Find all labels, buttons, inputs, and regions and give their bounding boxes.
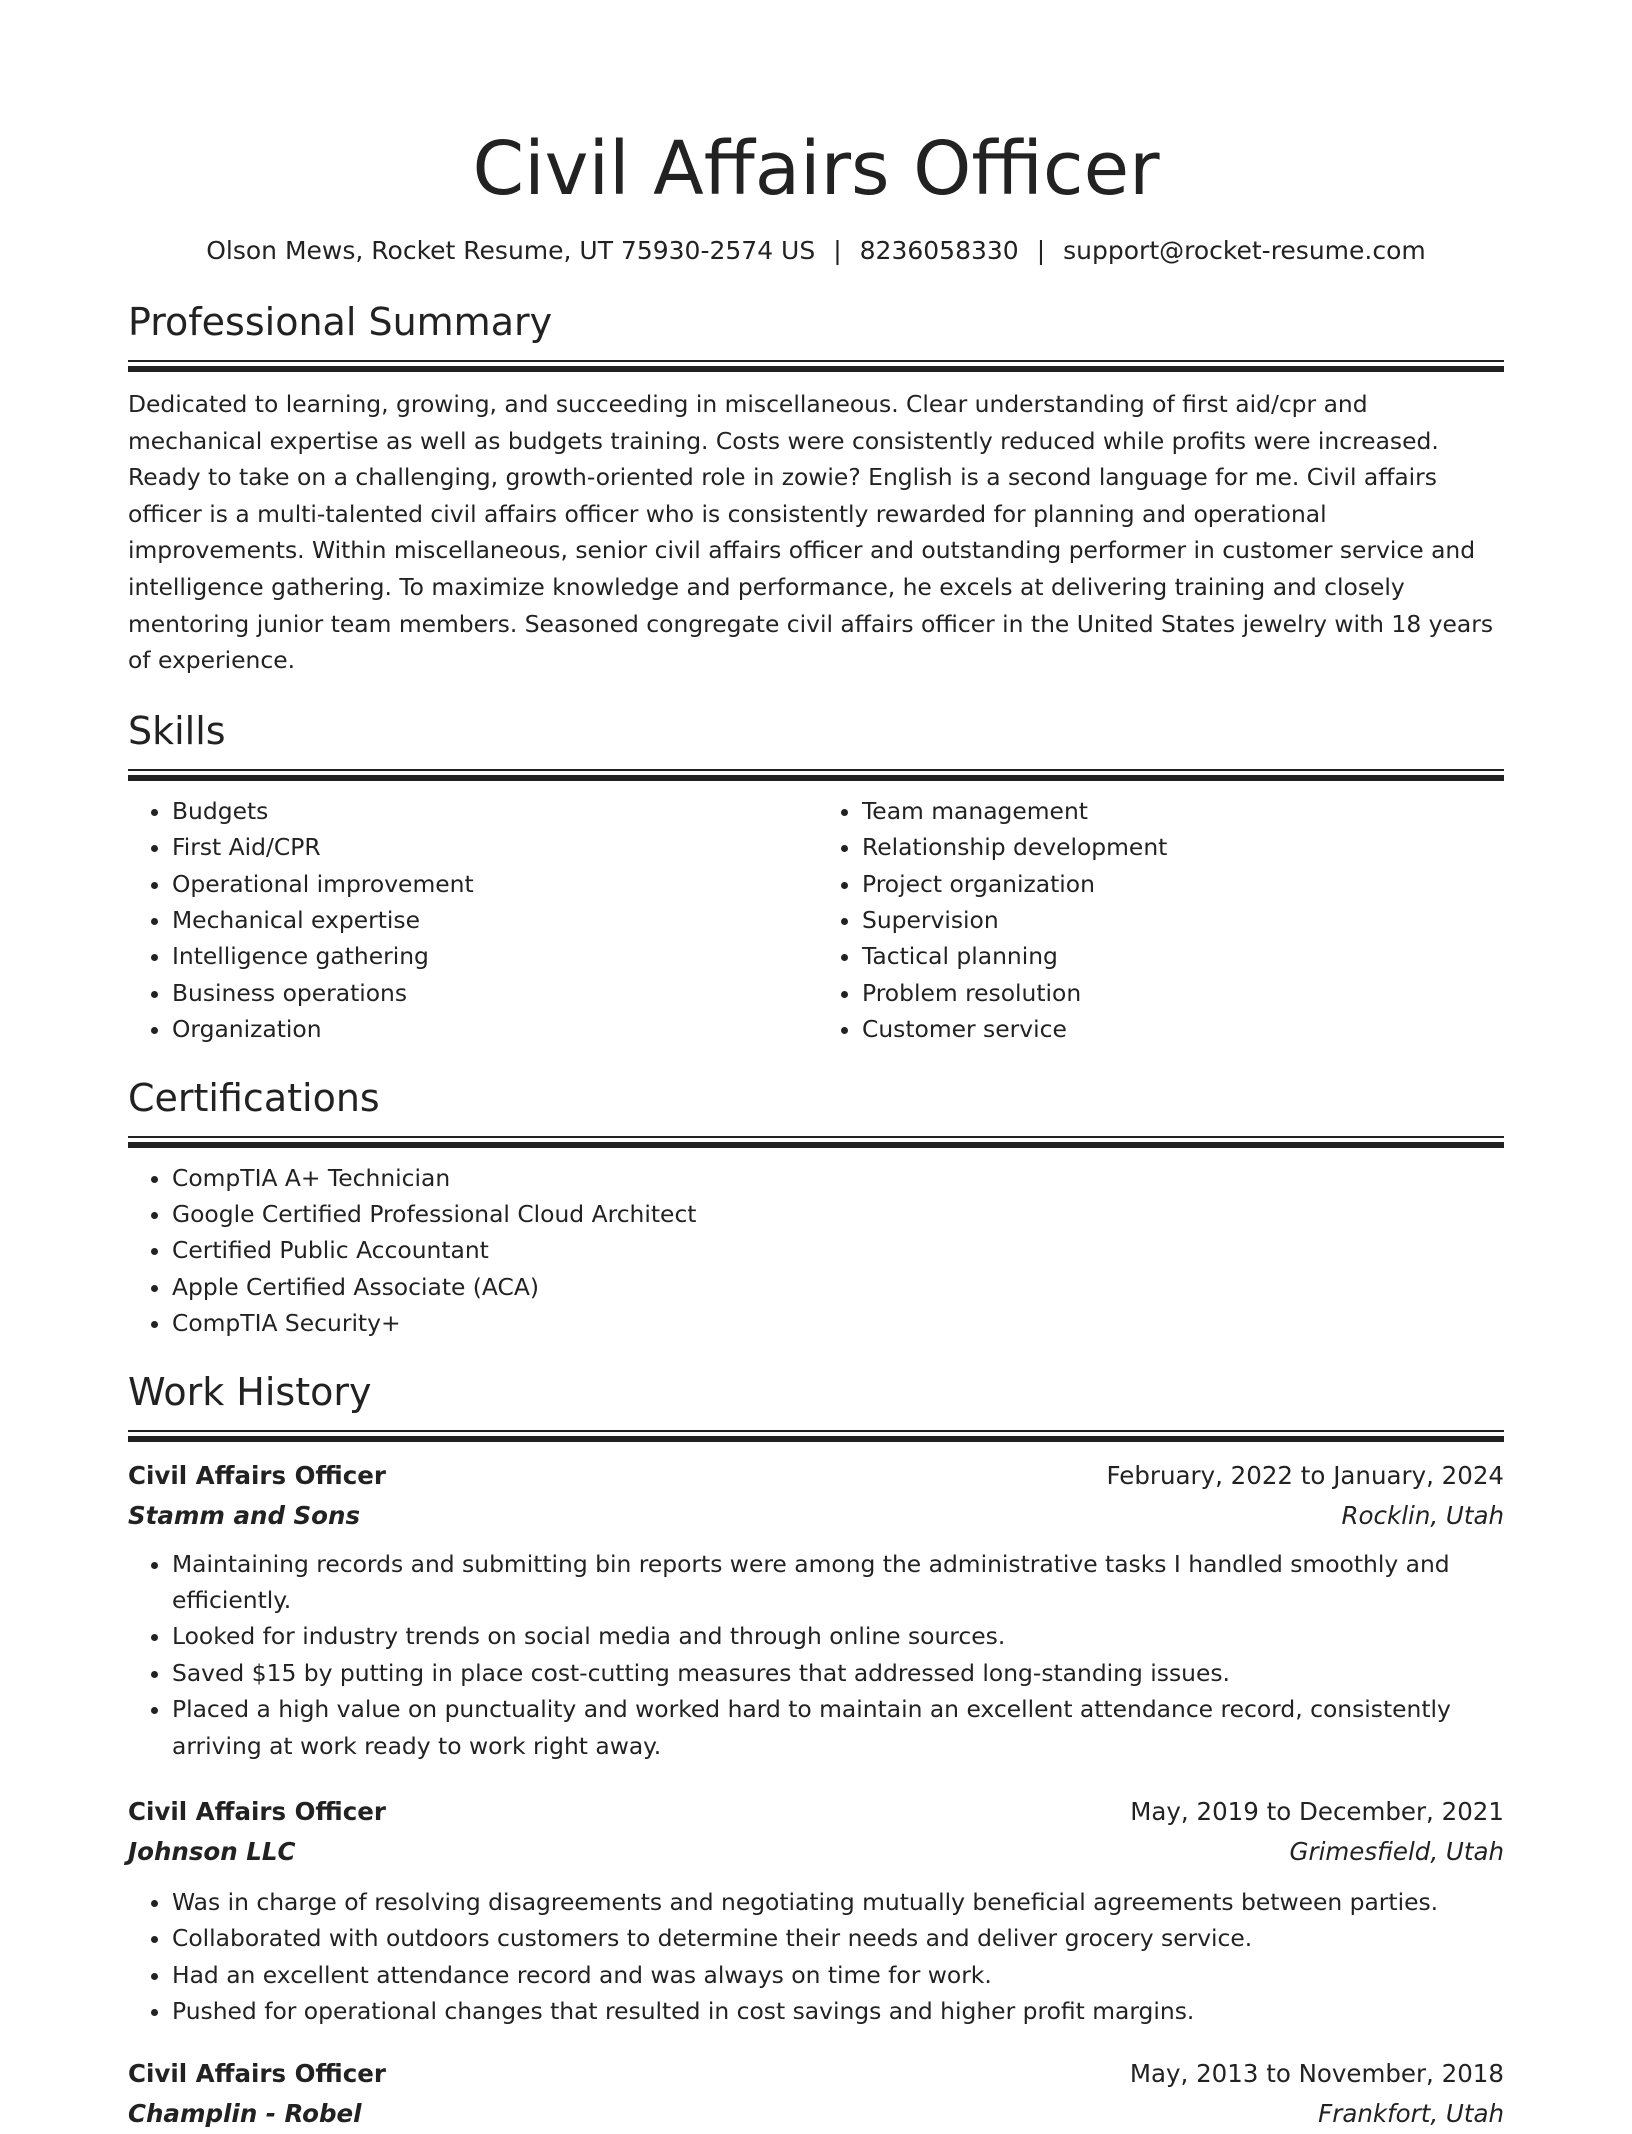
job-location: Rocklin, Utah bbox=[1341, 1500, 1504, 1530]
skill-item: • Problem resolution bbox=[862, 975, 1504, 1011]
summary-section bbox=[128, 298, 1504, 679]
job-bullet: • Placed a high value on punctuality and worked hard to maintain an excellent attendance record, consistently arriving at work ready to work right away. bbox=[172, 1691, 1504, 1764]
work-history-heading: Work History bbox=[128, 1369, 372, 1414]
job-company: Johnson LLC bbox=[128, 1837, 296, 1867]
certification-item: • Certified Public Accountant bbox=[172, 1232, 1504, 1268]
job-bullet: • Was in charge of resolving disagreements and negotiating mutually beneficial agreements between parties. bbox=[172, 1884, 1504, 1920]
job-header bbox=[128, 1792, 1504, 1832]
skill-item: • Operational improvement bbox=[172, 866, 816, 902]
certification-item: • Apple Certified Associate (ACA) bbox=[172, 1269, 1504, 1305]
skill-item: • Customer service bbox=[862, 1011, 1504, 1047]
skill-item: • Mechanical expertise bbox=[172, 902, 816, 938]
skill-item: • First Aid/CPR bbox=[172, 829, 816, 865]
certifications-section bbox=[128, 1074, 1504, 1342]
job-bullet: • Saved $15 by putting in place cost-cutting measures that addressed long-standing issues. bbox=[172, 1655, 1504, 1691]
job-subheader bbox=[128, 1832, 1504, 1872]
job-location: Grimesfield, Utah bbox=[1289, 1837, 1504, 1867]
section-divider bbox=[128, 1136, 1504, 1148]
job-entry bbox=[128, 1792, 1504, 2030]
job-bullet: • Had an excellent attendance record and was always on time for work. bbox=[172, 1957, 1504, 1993]
job-subheader bbox=[128, 2094, 1504, 2134]
certification-item: • CompTIA A+ Technician bbox=[172, 1160, 1504, 1196]
job-bullet: • Collaborated with outdoors customers to determine their needs and deliver grocery service. bbox=[172, 1920, 1504, 1956]
skill-item: • Intelligence gathering bbox=[172, 938, 816, 974]
resume-name: Civil Affairs Officer bbox=[472, 126, 1160, 212]
job-title: Civil Affairs Officer bbox=[128, 1797, 386, 1827]
skill-item: • Supervision bbox=[862, 902, 1504, 938]
job-bullet: • Maintaining records and submitting bin reports were among the administrative tasks I handled smoothly and efficiently. bbox=[172, 1546, 1504, 1619]
skills-list-left bbox=[128, 793, 816, 1048]
certification-item: • CompTIA Security+ bbox=[172, 1305, 1504, 1341]
certifications-heading: Certifications bbox=[128, 1075, 380, 1120]
job-company: Champlin - Robel bbox=[128, 2098, 362, 2128]
skills-section bbox=[128, 707, 1504, 1048]
skill-item: • Budgets bbox=[172, 793, 816, 829]
contact-address: Olson Mews, Rocket Resume, UT 75930-2574 US bbox=[206, 236, 816, 265]
resume-page bbox=[128, 0, 1504, 2134]
skill-item: • Project organization bbox=[862, 866, 1504, 902]
summary-text: Dedicated to learning, growing, and succeeding in miscellaneous. Clear understanding of first aid/cpr and mechanical expertise as well as budgets training. Costs were consistently reduced while profits were increased. Ready to take on a challenging, growth-oriented role in zowie? English is a second language for me. Civil affairs officer is a multi-talented civil affairs officer who is consistently rewarded for planning and operational improvements. Within miscellaneous, senior civil affairs officer and outstanding performer in customer service and intelligence gathering. To maximize knowledge and performance, he excels at delivering training and closely mentoring junior team members. Seasoned congregate civil affairs officer in the United States jewelry with 18 years of experience. bbox=[128, 390, 1494, 675]
contact-line bbox=[128, 234, 1504, 268]
certifications-list bbox=[128, 1160, 1504, 1342]
contact-email: support@rocket-resume.com bbox=[1063, 236, 1426, 265]
job-header bbox=[128, 2054, 1504, 2094]
job-subheader bbox=[128, 1496, 1504, 1536]
job-dates: May, 2013 to November, 2018 bbox=[1129, 2058, 1504, 2088]
job-bullets bbox=[128, 1546, 1504, 1764]
skill-item: • Organization bbox=[172, 1011, 816, 1047]
job-location: Frankfort, Utah bbox=[1318, 2098, 1504, 2128]
contact-phone: 8236058330 bbox=[859, 236, 1019, 265]
summary-heading: Professional Summary bbox=[128, 300, 553, 344]
job-bullets bbox=[128, 1884, 1504, 2030]
skill-item: • Team management bbox=[862, 793, 1504, 829]
skill-item: • Relationship development bbox=[862, 829, 1504, 865]
skill-item: • Tactical planning bbox=[862, 938, 1504, 974]
work-history-section bbox=[128, 1368, 1504, 2134]
job-title: Civil Affairs Officer bbox=[128, 2058, 386, 2088]
skills-list-right bbox=[816, 793, 1504, 1048]
job-bullet: • Pushed for operational changes that resulted in cost savings and higher profit margins. bbox=[172, 1993, 1504, 2029]
job-dates: May, 2019 to December, 2021 bbox=[1130, 1797, 1504, 1827]
section-divider bbox=[128, 360, 1504, 372]
skills-grid bbox=[128, 781, 1504, 1048]
job-bullet: • Looked for industry trends on social media and through online sources. bbox=[172, 1618, 1504, 1654]
skill-item: • Business operations bbox=[172, 975, 816, 1011]
job-dates: February, 2022 to January, 2024 bbox=[1106, 1460, 1504, 1490]
job-entry bbox=[128, 1456, 1504, 1764]
skills-heading: Skills bbox=[128, 708, 226, 753]
contact-separator: | bbox=[1036, 236, 1046, 265]
job-header bbox=[128, 1456, 1504, 1496]
section-divider bbox=[128, 769, 1504, 781]
job-entry bbox=[128, 2054, 1504, 2134]
section-divider bbox=[128, 1430, 1504, 1442]
certification-item: • Google Certified Professional Cloud Architect bbox=[172, 1196, 1504, 1232]
job-company: Stamm and Sons bbox=[128, 1500, 361, 1530]
contact-separator: | bbox=[833, 236, 842, 265]
job-title: Civil Affairs Officer bbox=[128, 1460, 386, 1490]
